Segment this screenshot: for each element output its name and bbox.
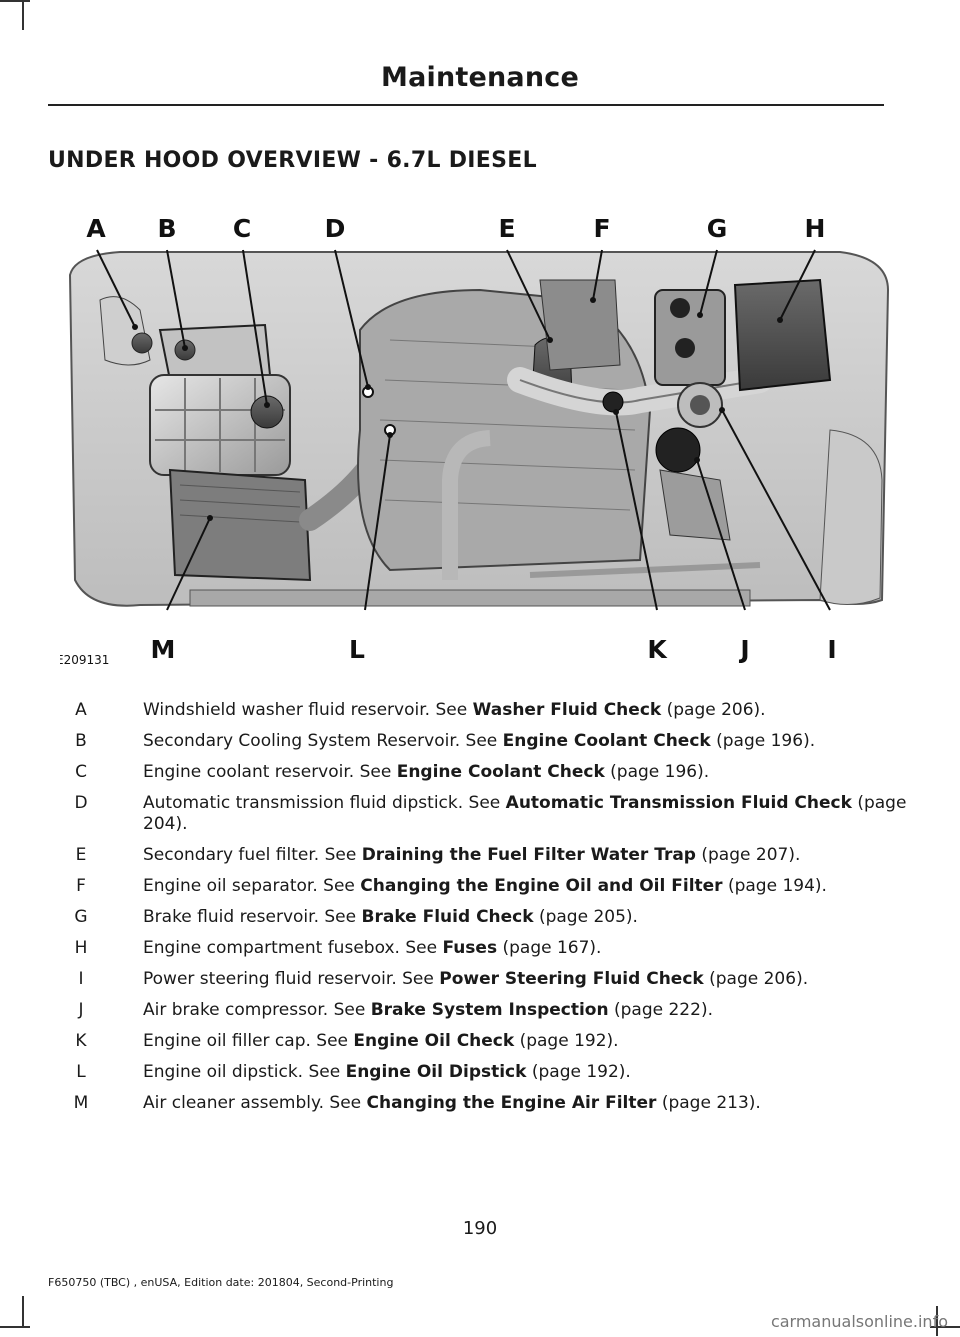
legend-key: F <box>76 876 86 896</box>
legend-reference-link[interactable]: Changing the Engine Oil and Oil Filter <box>360 876 723 896</box>
legend-description: Automatic transmission fluid dipstick. See Automatic Transmission Fluid Check (page 204). <box>143 793 907 834</box>
legend-description: Air cleaner assembly. See Changing the Engine Air Filter (page 213). <box>143 1093 761 1113</box>
legend-description: Engine oil filler cap. See Engine Oil Check (page 192). <box>143 1031 619 1051</box>
crop-mark <box>0 1326 30 1328</box>
header-divider <box>48 104 884 106</box>
callout-a: A <box>86 214 106 243</box>
legend-reference-link[interactable]: Engine Oil Check <box>353 1031 515 1051</box>
legend-reference-link[interactable]: Fuses <box>442 938 498 958</box>
legend-reference-link[interactable]: Power Steering Fluid Check <box>439 969 704 989</box>
watermark: carmanualsonline.info <box>770 1312 948 1331</box>
brake-cap-2 <box>675 338 695 358</box>
legend-reference-link[interactable]: Brake Fluid Check <box>361 907 534 927</box>
callout-f: F <box>593 214 611 243</box>
crop-mark <box>0 0 30 2</box>
legend-key: B <box>75 731 87 751</box>
callout-i: I <box>827 635 837 664</box>
legend-key: D <box>74 793 88 813</box>
oil-filler-cap <box>603 392 623 412</box>
footer-edition-info: F650750 (TBC) , enUSA, Edition date: 201804, Second-Printing <box>48 1276 394 1289</box>
legend-key: H <box>74 938 88 958</box>
legend-key: J <box>78 1000 84 1020</box>
legend-description: Secondary Cooling System Reservoir. See Engine Coolant Check (page 196). <box>143 731 816 751</box>
legend-reference-link[interactable]: Draining the Fuel Filter Water Trap <box>361 845 696 865</box>
legend-description: Secondary fuel filter. See Draining the Fuel Filter Water Trap (page 207). <box>143 845 801 865</box>
brake-cap-1 <box>670 298 690 318</box>
air-brake-compressor <box>656 428 700 472</box>
callout-d: D <box>324 214 346 243</box>
legend-reference-link[interactable]: Automatic Transmission Fluid Check <box>505 793 852 813</box>
air-cleaner-housing <box>170 470 310 580</box>
crop-mark <box>22 0 24 30</box>
power-steering-cap <box>690 395 710 415</box>
legend-key: I <box>78 969 84 989</box>
engine-compartment-illustration <box>60 180 900 680</box>
legend-description: Engine compartment fusebox. See Fuses (page 167). <box>143 938 602 958</box>
legend-description: Brake fluid reservoir. See Brake Fluid Check (page 205). <box>143 907 638 927</box>
callout-e: E <box>498 214 516 243</box>
crop-mark <box>22 1296 24 1326</box>
legend-key: G <box>74 907 88 927</box>
fender-wall <box>820 430 882 605</box>
callout-g: G <box>706 214 728 243</box>
crossmember <box>190 590 750 606</box>
legend-key: A <box>75 700 87 720</box>
legend-key: C <box>75 762 87 782</box>
legend-reference-link[interactable]: Brake System Inspection <box>370 1000 609 1020</box>
callout-h: H <box>804 214 826 243</box>
engine-illustration-svg <box>60 180 900 680</box>
page-number: 190 <box>462 1218 498 1239</box>
legend-reference-link[interactable]: Engine Coolant Check <box>396 762 605 782</box>
legend-key: L <box>76 1062 86 1082</box>
legend-reference-link[interactable]: Engine Oil Dipstick <box>345 1062 527 1082</box>
legend-description: Windshield washer fluid reservoir. See Washer Fluid Check (page 206). <box>143 700 766 720</box>
callout-m: M <box>150 635 176 664</box>
oil-separator <box>540 280 620 370</box>
legend-key: E <box>75 845 87 865</box>
callout-j: J <box>740 635 750 664</box>
legend-reference-link[interactable]: Changing the Engine Air Filter <box>366 1093 657 1113</box>
callout-l: L <box>349 635 365 664</box>
legend-key: M <box>73 1093 89 1113</box>
legend-reference-link[interactable]: Engine Coolant Check <box>502 731 711 751</box>
legend-description: Engine coolant reservoir. See Engine Coolant Check (page 196). <box>143 762 710 782</box>
fusebox <box>735 280 830 390</box>
figure-id: E209131 <box>60 653 110 667</box>
legend-description: Engine oil dipstick. See Engine Oil Dipstick (page 192). <box>143 1062 631 1082</box>
legend-description: Engine oil separator. See Changing the Engine Oil and Oil Filter (page 194). <box>143 876 827 896</box>
callout-c: C <box>232 214 252 243</box>
legend-reference-link[interactable]: Washer Fluid Check <box>472 700 662 720</box>
callout-b: B <box>157 214 177 243</box>
section-title: UNDER HOOD OVERVIEW - 6.7L DIESEL <box>48 148 537 173</box>
callout-k: K <box>647 635 667 664</box>
legend-description: Power steering fluid reservoir. See Power Steering Fluid Check (page 206). <box>143 969 809 989</box>
washer-cap <box>132 333 152 353</box>
page-header-title: Maintenance <box>381 62 579 93</box>
brake-fluid-reservoir <box>655 290 725 385</box>
legend-key: K <box>75 1031 87 1051</box>
legend-description: Air brake compressor. See Brake System Inspection (page 222). <box>143 1000 713 1020</box>
